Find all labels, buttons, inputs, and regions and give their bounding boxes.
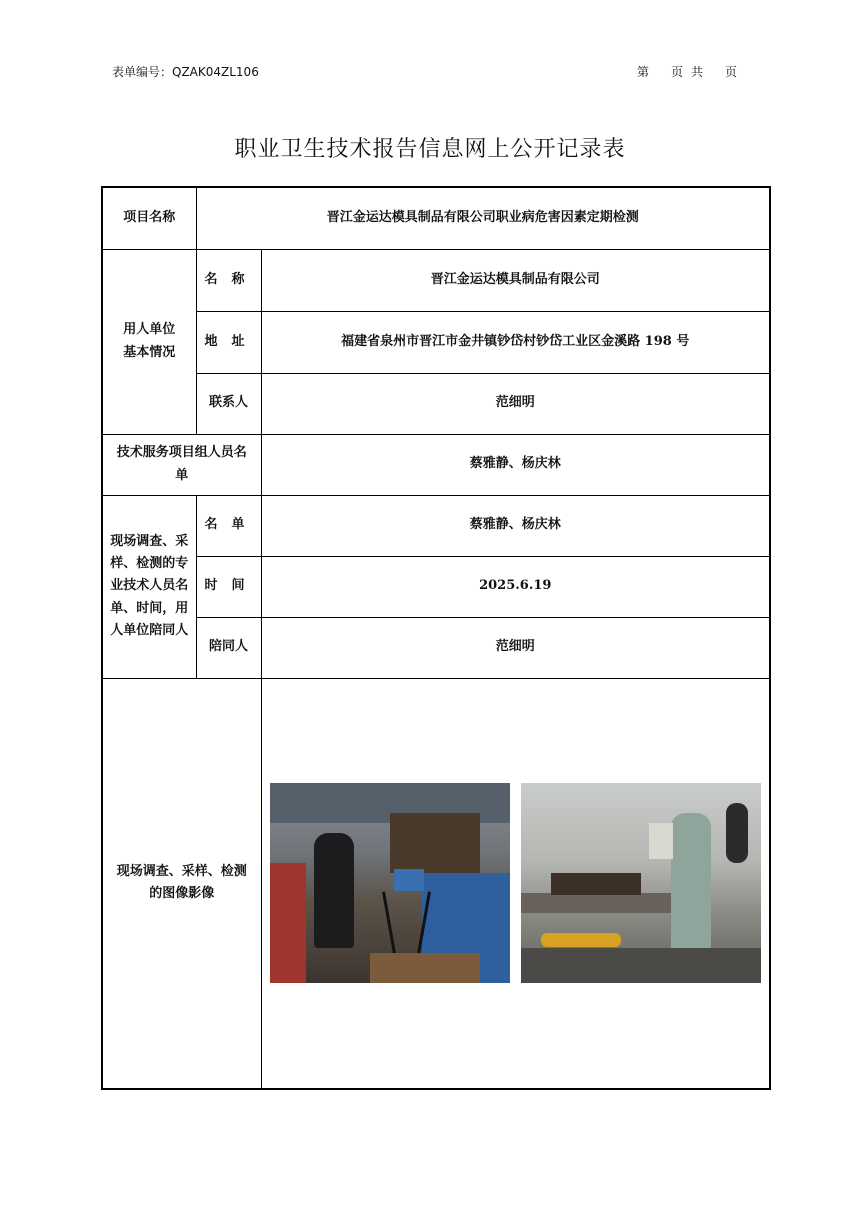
table-row bbox=[102, 617, 770, 678]
list-value: 蔡雅静、杨庆林 bbox=[261, 495, 770, 556]
time-label: 时间 bbox=[196, 556, 261, 617]
team-label: 技术服务项目组人员名单 bbox=[102, 434, 261, 495]
address-label: 地址 bbox=[196, 311, 261, 373]
page-label-di: 第 bbox=[637, 65, 650, 79]
page-indicator bbox=[637, 63, 737, 80]
address-value: 福建省泉州市晋江市金井镇钞岱村钞岱工业区金溪路 198 号 bbox=[261, 311, 770, 373]
survey-label: 现场调查、采样、检测的专业技术人员名单、时间，用人单位陪同人 bbox=[102, 495, 196, 678]
list-label: 名单 bbox=[196, 495, 261, 556]
escort-label: 陪同人 bbox=[196, 617, 261, 678]
photo-gallery bbox=[262, 783, 770, 983]
site-photo-1 bbox=[270, 783, 510, 983]
record-table bbox=[101, 186, 771, 1090]
page-label-ye: 页 bbox=[671, 65, 684, 79]
employer-label: 用人单位基本情况 bbox=[102, 249, 196, 434]
table-row bbox=[102, 187, 770, 249]
table-row bbox=[102, 311, 770, 373]
page-title: 职业卫生技术报告信息网上公开记录表 bbox=[234, 137, 626, 162]
table-row bbox=[102, 434, 770, 495]
contact-label: 联系人 bbox=[196, 373, 261, 434]
contact-value: 范细明 bbox=[261, 373, 770, 434]
table-row bbox=[102, 249, 770, 311]
project-name-label: 项目名称 bbox=[102, 187, 196, 249]
table-row bbox=[102, 373, 770, 434]
table-row bbox=[102, 678, 770, 1089]
name-value: 晋江金运达模具制品有限公司 bbox=[261, 249, 770, 311]
name-label: 名称 bbox=[196, 249, 261, 311]
site-photo-2 bbox=[521, 783, 761, 983]
images-cell bbox=[261, 678, 770, 1089]
escort-value: 范细明 bbox=[261, 617, 770, 678]
images-label: 现场调查、采样、检测的图像影像 bbox=[102, 678, 261, 1089]
form-number: 表单编号：QZAK04ZL106 bbox=[112, 65, 259, 79]
time-value: 2025.6.19 bbox=[261, 556, 770, 617]
team-value: 蔡雅静、杨庆林 bbox=[261, 434, 770, 495]
table-row bbox=[102, 556, 770, 617]
project-name-value: 晋江金运达模具制品有限公司职业病危害因素定期检测 bbox=[196, 187, 770, 249]
page-label-ye-2: 页 bbox=[725, 65, 738, 79]
table-row bbox=[102, 495, 770, 556]
page-label-gong: 共 bbox=[691, 65, 704, 79]
